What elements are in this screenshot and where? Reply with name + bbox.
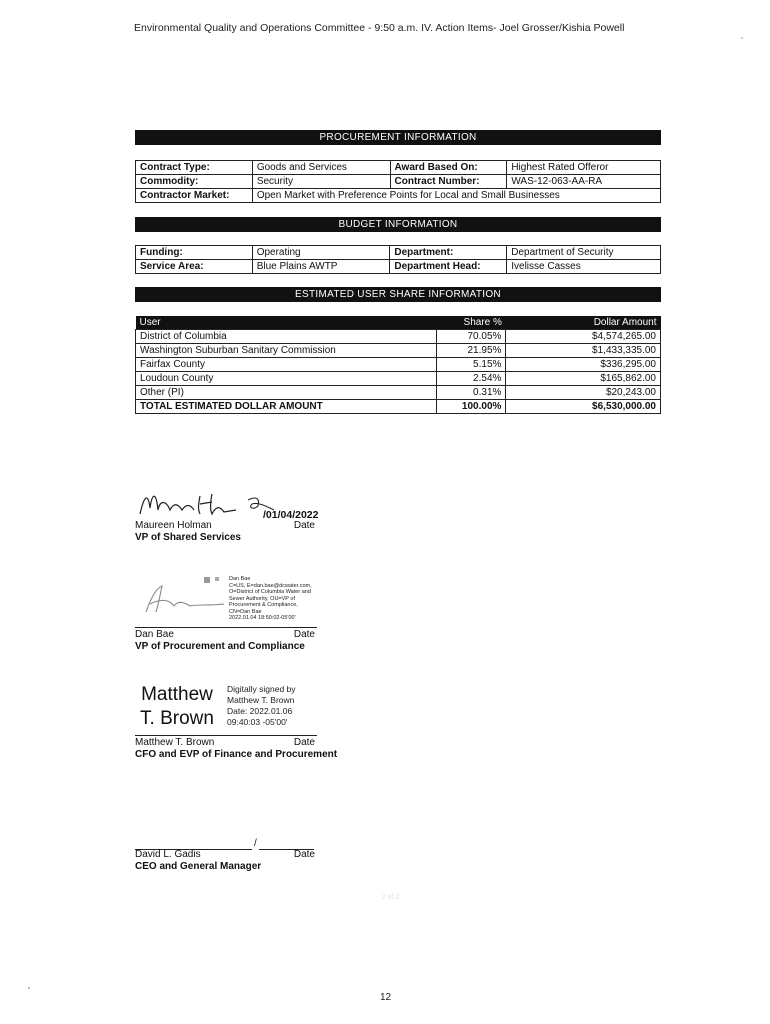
date-slash: / [254,838,257,849]
department-value: Department of Security [507,246,661,260]
user-amount: $165,862.00 [506,372,661,386]
holman-written-date: /01/04/2022 [263,509,319,521]
table-row [136,358,661,372]
commodity-value: Security [252,175,390,189]
table-row [136,344,661,358]
user-name: District of Columbia [136,330,437,344]
total-label: TOTAL ESTIMATED DOLLAR AMOUNT [136,400,437,414]
user-share: 21.95% [436,344,506,358]
department-head-label: Department Head: [390,260,507,274]
user-share-section-title: ESTIMATED USER SHARE INFORMATION [135,287,661,302]
column-header-share: Share % [436,316,506,330]
signer-name: Dan Bae [135,629,174,640]
award-value: Highest Rated Offeror [507,161,661,175]
user-amount: $4,574,265.00 [506,330,661,344]
signer-title: VP of Procurement and Compliance [135,641,305,652]
contract-type-label: Contract Type: [136,161,253,175]
user-share: 70.05% [436,330,506,344]
total-share: 100.00% [436,400,506,414]
service-area-value: Blue Plains AWTP [252,260,390,274]
user-name: Loudoun County [136,372,437,386]
user-name: Fairfax County [136,358,437,372]
signature-line [135,735,317,736]
table-row [136,246,661,260]
award-label: Award Based On: [390,161,507,175]
user-amount: $1,433,335.00 [506,344,661,358]
procurement-section-title: PROCUREMENT INFORMATION [135,130,661,145]
table-row [136,260,661,274]
user-share: 5.15% [436,358,506,372]
department-head-value: Ivelisse Casses [507,260,661,274]
user-amount: $20,243.00 [506,386,661,400]
user-share: 0.31% [436,386,506,400]
date-label: Date [293,520,315,531]
signer-title: CFO and EVP of Finance and Procurement [135,749,338,760]
document-header: Environmental Quality and Operations Committee - 9:50 a.m. IV. Action Items- Joel Grosser/Kishia Powell [134,22,625,34]
signature-line [135,627,317,628]
date-label: Date [293,629,315,640]
contract-number-label: Contract Number: [390,175,507,189]
bae-digital-certificate: Dan Bae C=US, E=dan.bae@dcwater.com, O=District of Columbia Water and Sewer Authority, OU=VP of Procurement & Compliance, CN=Dan Bae 2022.01.04 18:50:02-05'00' [229,576,312,621]
table-row [136,161,661,175]
brown-digital-signature-info: Digitally signed by Matthew T. Brown Date: 2022.01.06 09:40:03 -05'00' [227,684,296,727]
user-share: 2.54% [436,372,506,386]
table-row [136,372,661,386]
holman-signature-block [135,520,315,544]
page-number: 12 [380,992,392,1003]
service-area-label: Service Area: [136,260,253,274]
signer-title: VP of Shared Services [135,532,241,543]
total-row [136,400,661,414]
table-row [136,189,661,203]
budget-section-title: BUDGET INFORMATION [135,217,661,232]
user-share-table [135,316,661,414]
department-label: Department: [390,246,507,260]
brown-digital-signature-name: Matthew T. Brown [140,684,214,729]
procurement-table [135,160,661,203]
date-label: Date [293,737,315,748]
date-label: Date [293,849,315,860]
holman-signature-scribble [136,488,276,520]
user-name: Other (PI) [136,386,437,400]
signer-name: Matthew T. Brown [135,737,215,748]
funding-label: Funding: [136,246,253,260]
funding-value: Operating [252,246,390,260]
signer-name: David L. Gadis [135,849,201,860]
brown-signature-block [135,735,337,761]
user-name: Washington Suburban Sanitary Commission [136,344,437,358]
signer-name: Maureen Holman [135,520,212,531]
table-row [136,175,661,189]
contract-type-value: Goods and Services [252,161,390,175]
total-amount: $6,530,000.00 [506,400,661,414]
bae-signature-scribble [140,582,230,618]
contract-number-value: WAS-12-063-AA-RA [507,175,661,189]
faint-page-marker: 2 of 2 [382,894,400,901]
gadis-signature-block [135,849,315,873]
contractor-market-label: Contractor Market: [136,189,253,203]
bae-signature-block [135,627,317,653]
contractor-market-value: Open Market with Preference Points for Local and Small Businesses [252,189,660,203]
scan-speck [28,987,30,989]
scan-speck [741,37,743,39]
column-header-user: User [136,316,437,330]
table-row [136,330,661,344]
table-header-row [136,316,661,330]
budget-table [135,245,661,274]
commodity-label: Commodity: [136,175,253,189]
signer-title: CEO and General Manager [135,861,262,872]
table-row [136,386,661,400]
column-header-amount: Dollar Amount [506,316,661,330]
user-amount: $336,295.00 [506,358,661,372]
